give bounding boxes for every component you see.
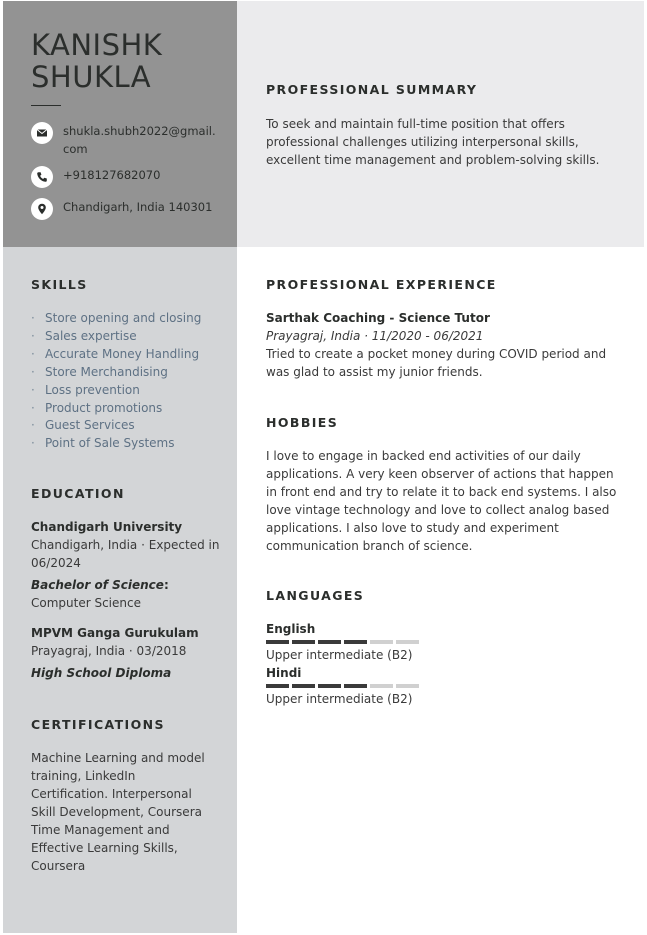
skill-item: · Accurate Money Handling: [31, 346, 200, 361]
phone-icon: [31, 166, 53, 188]
language-item: [266, 664, 466, 708]
map-pin-icon: [31, 198, 53, 220]
candidate-name: [31, 29, 162, 93]
degree: High School Diploma: [31, 666, 172, 680]
contact-phone: [31, 166, 221, 188]
skill-item: · Sales expertise: [31, 328, 137, 343]
hobbies-title: HOBBIES: [266, 415, 339, 430]
languages-title: LANGUAGES: [266, 588, 365, 603]
language-level: Upper intermediate (B2): [266, 648, 413, 662]
education-title: EDUCATION: [31, 486, 125, 501]
language-name: English: [266, 622, 316, 636]
rating-segment: [344, 640, 367, 644]
rating-segment: [266, 640, 289, 644]
education-entry: [31, 518, 221, 612]
rating-segment: [344, 684, 367, 688]
language-level: Upper intermediate (B2): [266, 692, 413, 706]
skill-item: · Store Merchandising: [31, 364, 168, 379]
rating-segment: [318, 640, 341, 644]
experience-entry: [266, 309, 611, 381]
job-meta: Prayagraj, India · 11/2020 - 06/2021: [266, 329, 484, 343]
job-description: Tried to create a pocket money during COVID period and was glad to assist my junior friends.: [266, 347, 607, 379]
last-name: SHUKLA: [31, 60, 152, 94]
certifications-title: CERTIFICATIONS: [31, 717, 165, 732]
phone-text[interactable]: +918127682070: [63, 168, 161, 182]
rating-segment: [396, 640, 419, 644]
job-title: Sarthak Coaching - Science Tutor: [266, 311, 490, 325]
email-text[interactable]: shukla.shubh2022@gmail.com: [63, 124, 216, 156]
education-entry: [31, 624, 221, 682]
skills-list: [31, 310, 201, 453]
resume-page: [3, 1, 644, 933]
school-name: Chandigarh University: [31, 520, 183, 534]
rating-segment: [396, 684, 419, 688]
skill-item: · Product promotions: [31, 400, 163, 415]
languages-list: [266, 620, 466, 708]
summary-title: PROFESSIONAL SUMMARY: [266, 82, 478, 97]
school-meta: Chandigarh, India · Expected in 06/2024: [31, 538, 220, 570]
skill-item: · Point of Sale Systems: [31, 436, 175, 451]
language-item: [266, 620, 466, 664]
degree: Bachelor of Science:: [31, 578, 169, 592]
first-name: KANISHK: [31, 28, 163, 62]
language-rating: [266, 640, 466, 644]
contact-location: [31, 198, 221, 220]
rating-segment: [318, 684, 341, 688]
rating-segment: [292, 684, 315, 688]
certifications-text: Machine Learning and model training, LinkedIn Certification. Interpersonal Skill Development, Coursera Time Management and Effective Learning Skills, Coursera: [31, 751, 205, 873]
skill-item: · Loss prevention: [31, 382, 140, 397]
name-divider: [31, 105, 61, 106]
school-name: MPVM Ganga Gurukulam: [31, 626, 199, 640]
rating-segment: [370, 640, 393, 644]
skills-title: SKILLS: [31, 277, 88, 292]
field-of-study: Computer Science: [31, 596, 141, 610]
rating-segment: [370, 684, 393, 688]
skill-item: · Guest Services: [31, 418, 135, 433]
experience-title: PROFESSIONAL EXPERIENCE: [266, 277, 497, 292]
skill-item: · Store opening and closing: [31, 311, 202, 325]
envelope-icon: [31, 122, 53, 144]
contact-email: [31, 122, 221, 158]
summary-text: To seek and maintain full-time position that offers professional challenges utilizing interpersonal skills, excellent time management and problem-solving skills.: [266, 117, 600, 167]
school-meta: Prayagraj, India · 03/2018: [31, 644, 187, 658]
hobbies-text: I love to engage in backed end activities of our daily applications. A very keen observer of actions that happen in front end and try to relate it to back end systems. I also love vintage technology and love to collect analog based applications. I also love to study and experiment communication branch of science.: [266, 449, 617, 553]
language-name: Hindi: [266, 666, 302, 680]
location-text: Chandigarh, India 140301: [63, 200, 213, 214]
rating-segment: [266, 684, 289, 688]
language-rating: [266, 684, 466, 688]
rating-segment: [292, 640, 315, 644]
